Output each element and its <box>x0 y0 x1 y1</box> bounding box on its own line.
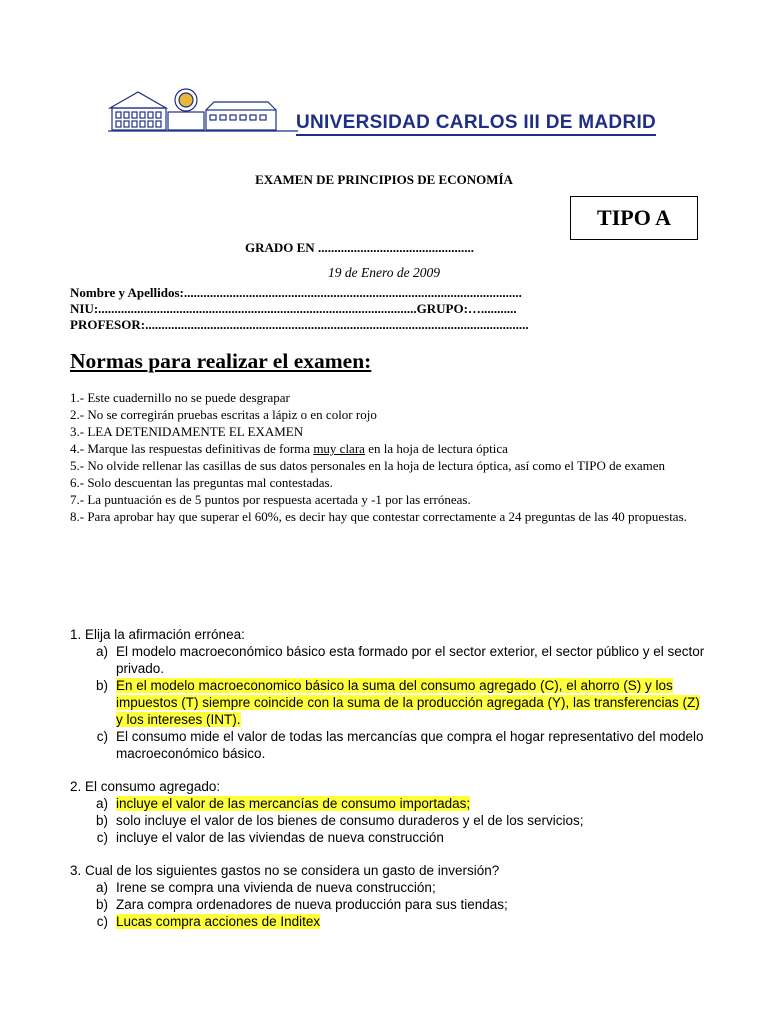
header-rule <box>296 134 656 136</box>
option-letter: c) <box>96 729 108 744</box>
rule-underlined-text: muy clara <box>313 441 365 456</box>
option-text: El consumo mide el valor de todas las mercancías que compra el hogar representativo del modelo macroeconómico básico. <box>116 729 704 761</box>
answer-option <box>70 728 710 762</box>
option-letter: c) <box>96 914 108 929</box>
question-text: 1. Elija la afirmación errónea: <box>70 627 245 642</box>
exam-type-box: TIPO A <box>570 196 698 240</box>
answer-option <box>70 896 710 913</box>
rules-heading: Normas para realizar el examen: <box>70 349 372 373</box>
question <box>70 778 710 846</box>
option-text: Lucas compra acciones de Inditex <box>116 914 321 929</box>
answer-option <box>70 913 710 930</box>
question <box>70 626 710 762</box>
option-letter: b) <box>95 678 108 693</box>
answer-option <box>70 812 710 829</box>
niu-group-field: NIU:..................................................................................................GRUPO:…........... <box>70 301 517 316</box>
answer-option <box>70 829 710 846</box>
option-text: Zara compra ordenadores de nueva producción para sus tiendas; <box>116 897 508 912</box>
question-text: 2. El consumo agregado: <box>70 779 221 794</box>
rule-item: 3.- LEA DETENIDAMENTE EL EXAMEN <box>70 424 304 439</box>
option-text: En el modelo macroeconomico básico la suma del consumo agregado (C), el ahorro (S) y los impuestos (T) siempre coincide con la suma de la producción agregada (Y), las transferencias (Z) y los intereses (INT). <box>116 678 700 727</box>
answer-option <box>70 677 710 728</box>
option-letter: b) <box>95 897 108 912</box>
rule-text: 4.- Marque las respuestas definitivas de forma <box>70 441 314 456</box>
rule-item: 1.- Este cuadernillo no se puede desgrapar <box>70 390 290 405</box>
rules-list <box>70 389 698 525</box>
university-name: UNIVERSIDAD CARLOS III DE MADRID <box>296 112 657 133</box>
answer-option <box>70 795 710 812</box>
exam-date: 19 de Enero de 2009 <box>328 265 440 280</box>
rule-item: 8.- Para aprobar hay que superar el 60%, es decir hay que contestar correctamente a 24 preguntas de las 40 propuestas. <box>70 509 687 524</box>
option-letter: a) <box>95 644 108 659</box>
answer-option <box>70 879 710 896</box>
rule-item: 5.- No olvide rellenar las casillas de sus datos personales en la hoja de lectura óptica, así como el TIPO de examen <box>70 458 666 473</box>
option-letter: a) <box>95 880 108 895</box>
option-letter: c) <box>96 830 108 845</box>
option-text: Irene se compra una vivienda de nueva construcción; <box>116 880 436 895</box>
exam-title: EXAMEN DE PRINCIPIOS DE ECONOMÍA <box>255 172 513 187</box>
question-text: 3. Cual de los siguientes gastos no se considera un gasto de inversión? <box>70 863 500 878</box>
option-text: incluye el valor de las mercancías de consumo importadas; <box>116 796 471 811</box>
rule-item: 2.- No se corregirán pruebas escritas a lápiz o en color rojo <box>70 407 377 422</box>
option-text: incluye el valor de las viviendas de nueva construcción <box>116 830 444 845</box>
grado-field: GRADO EN ................................................ <box>245 240 474 255</box>
rule-item <box>70 440 698 457</box>
rule-text: en la hoja de lectura óptica <box>364 441 508 456</box>
questions <box>70 626 710 946</box>
rule-item: 6.- Solo descuentan las preguntas mal contestadas. <box>70 475 333 490</box>
university-building-logo-icon <box>108 82 298 134</box>
option-text: El modelo macroeconómico básico esta formado por el sector exterior, el sector público y el sector privado. <box>116 644 705 676</box>
rule-item: 7.- La puntuación es de 5 puntos por respuesta acertada y -1 por las erróneas. <box>70 492 471 507</box>
professor-field: PROFESOR:...................................................................................................................... <box>70 317 529 332</box>
option-letter: a) <box>95 796 108 811</box>
name-field: Nombre y Apellidos:........................................................................................................ <box>70 285 522 300</box>
option-text: solo incluye el valor de los bienes de consumo duraderos y el de los servicios; <box>116 813 584 828</box>
option-letter: b) <box>95 813 108 828</box>
question <box>70 862 710 930</box>
answer-option <box>70 643 710 677</box>
